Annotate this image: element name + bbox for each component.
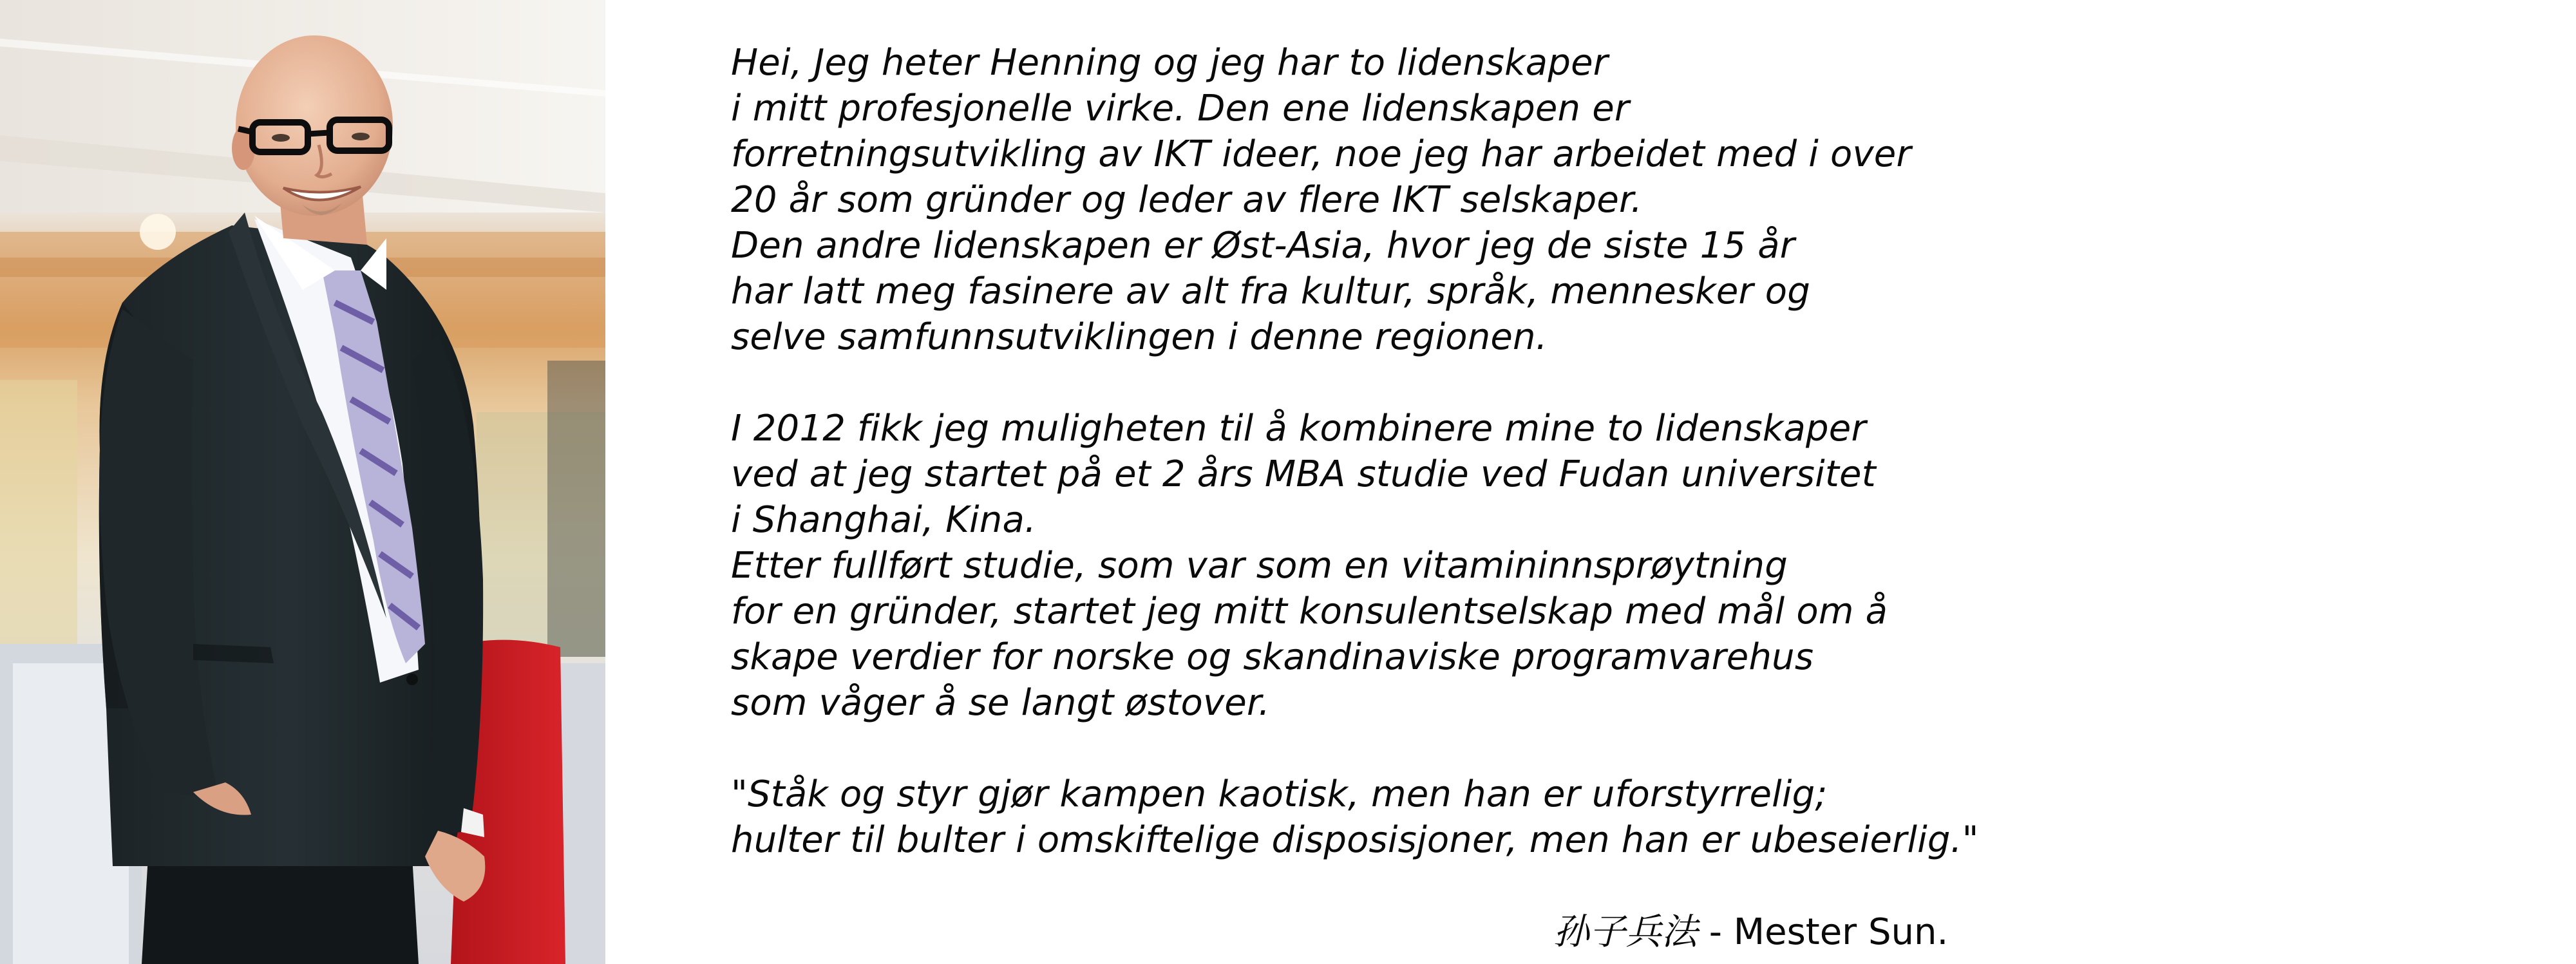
signature-cjk: 孙子兵法 xyxy=(1553,911,1698,953)
bio-line: har latt meg fasinere av alt fra kultur, språk, mennesker og xyxy=(731,270,1810,312)
bio-line: Hei, Jeg heter Henning og jeg har to lidenskaper xyxy=(731,42,1608,84)
bio-line: forretningsutvikling av IKT ideer, noe jeg har arbeidet med i over xyxy=(731,133,1911,175)
bio-paragraph-1 xyxy=(731,40,2470,360)
quote-line: "Ståk og styr gjør kampen kaotisk, men han er uforstyrrelig; xyxy=(731,773,1828,815)
paragraph-gap xyxy=(731,726,2470,771)
bio-line: Den andre lidenskapen er Øst-Asia, hvor jeg de siste 15 år xyxy=(731,225,1795,267)
portrait-photo xyxy=(0,0,605,964)
bio-line: I 2012 fikk jeg muligheten til å kombinere mine to lidenskaper xyxy=(731,408,1866,449)
bio-line: selve samfunnsutviklingen i denne regionen. xyxy=(731,316,1548,358)
quote xyxy=(731,771,2470,863)
bio-line: ved at jeg startet på et 2 års MBA studie ved Fudan universitet xyxy=(731,453,1876,495)
bio-line: skape verdier for norske og skandinaviske programvarehus xyxy=(731,636,1814,678)
bio-line: for en gründer, startet jeg mitt konsulentselskap med mål om å xyxy=(731,591,1888,632)
bio-line: i Shanghai, Kina. xyxy=(731,499,1037,541)
bio-line: 20 år som gründer og leder av flere IKT selskaper. xyxy=(731,179,1643,221)
quote-line: hulter til bulter i omskiftelige disposisjoner, men han er ubeseierlig." xyxy=(731,819,1979,861)
bio-line: i mitt profesjonelle virke. Den ene lidenskapen er xyxy=(731,88,1630,129)
bio-line: Etter fullført studie, som var som en vitamininnsprøytning xyxy=(731,545,1788,587)
signature-name: - Mester Sun. xyxy=(1698,911,1949,953)
portrait-illustration xyxy=(0,0,605,964)
bio-paragraph-2 xyxy=(731,406,2470,726)
bio-line: som våger å se langt østover. xyxy=(731,682,1271,724)
bio-text xyxy=(731,40,2470,863)
paragraph-gap xyxy=(731,360,2470,406)
quote-attribution xyxy=(1553,909,1948,955)
